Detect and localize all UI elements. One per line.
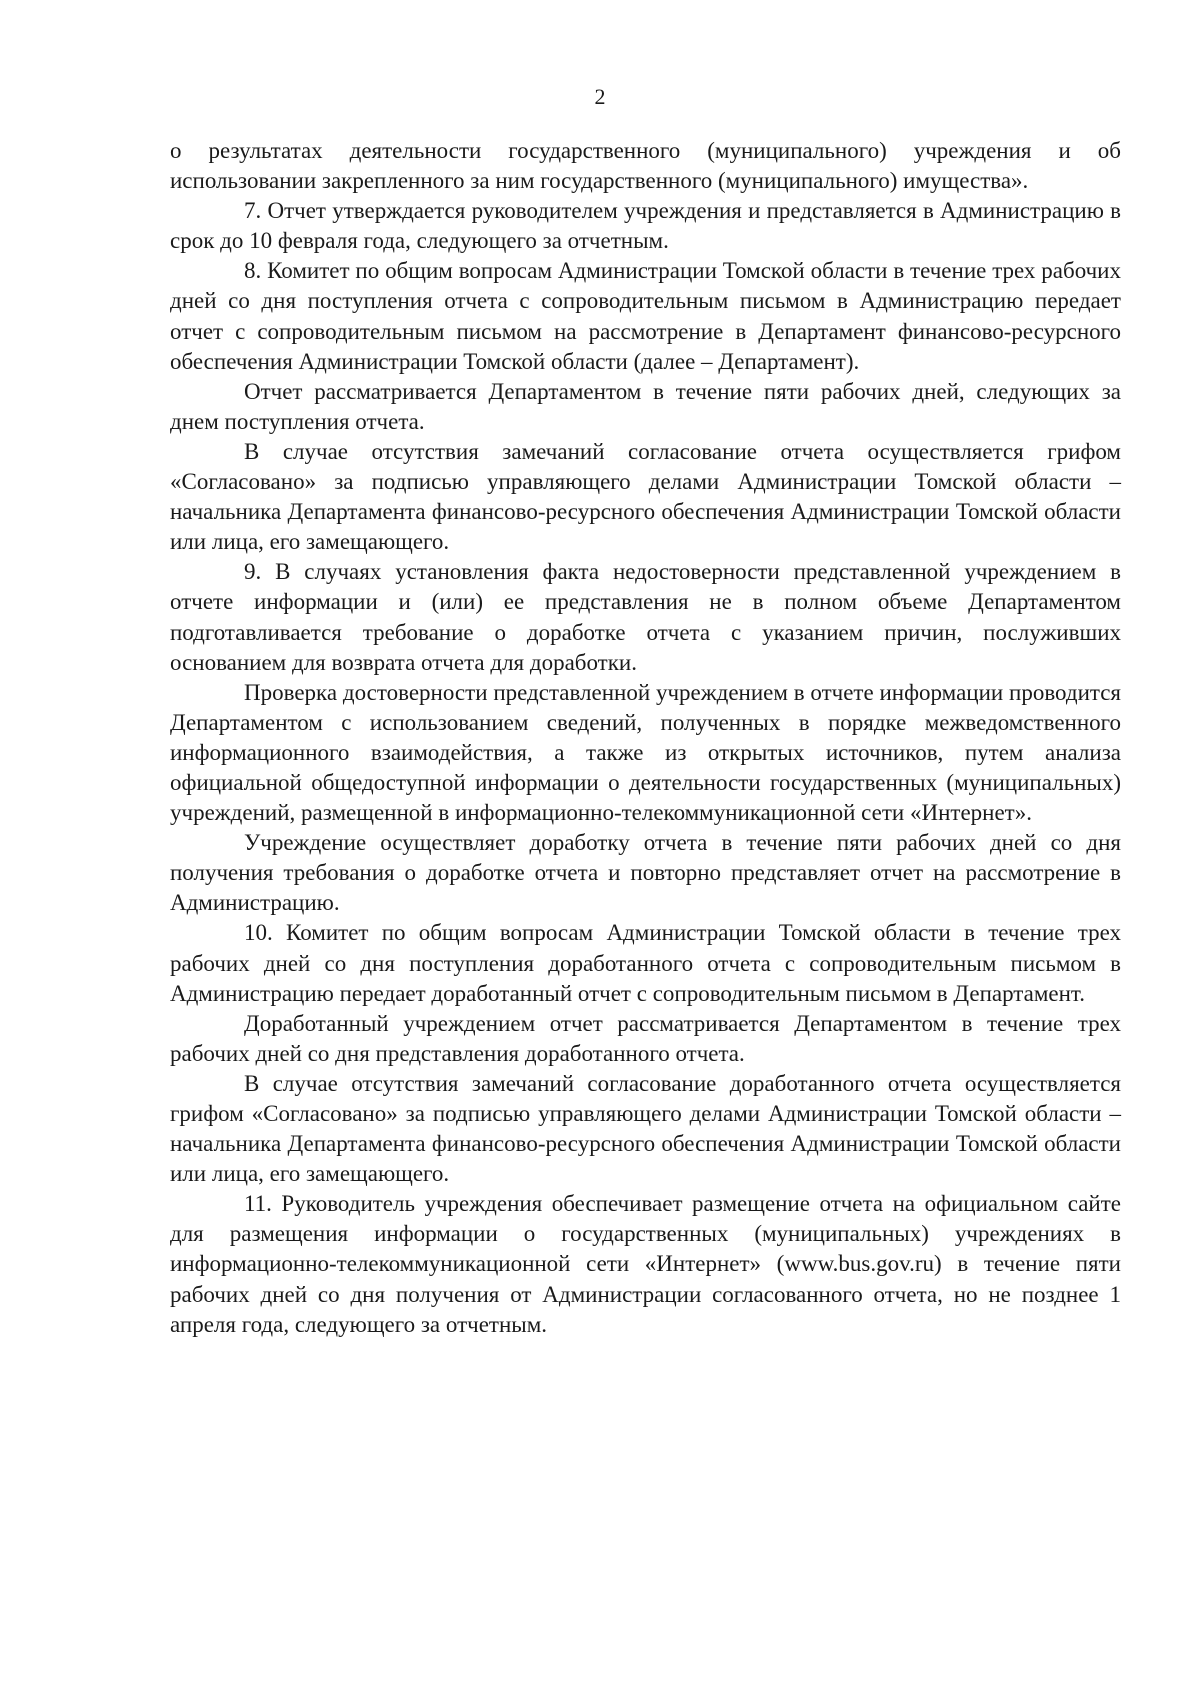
paragraph-item-9-revision: Учреждение осуществляет доработку отчета в течение пяти рабочих дней со дня получения требования о доработке отчета и повторно представляет отчет на рассмотрение в Администрацию. [170,830,1121,916]
document-body [170,136,1121,1340]
paragraph-item-11: 11. Руководитель учреждения обеспечивает размещение отчета на официальном сайте для размещения информации о государственных (муниципальных) учреждениях в информационно-телекоммуникационной сети «Интернет» (www.bus.gov.ru) в течение пяти рабочих дней со дня получения от Администрации согласованного отчета, но не позднее 1 апреля года, следующего за отчетным. [170,1191,1121,1337]
paragraph-item-9-verification: Проверка достоверности представленной учреждением в отчете информации проводится Департаментом с использованием сведений, полученных в порядке межведомственного информационного взаимодействия, а также из открытых источников, путем анализа официальной общедоступной информации о деятельности государственных (муниципальных) учреждений, размещенной в информационно-телекоммуникационной сети «Интернет». [170,679,1121,826]
paragraph-item-10-review: Доработанный учреждением отчет рассматривается Департаментом в течение трех рабочих дней со дня представления доработанного отчета. [170,1010,1121,1066]
paragraph-item-8-approval: В случае отсутствия замечаний согласование отчета осуществляется грифом «Согласовано» за подписью управляющего делами Администрации Томской области – начальника Департамента финансово-ресурсного обеспечения Администрации Томской области или лица, его замещающего. [170,438,1121,555]
paragraph-item-8-review: Отчет рассматривается Департаментом в течение пяти рабочих дней, следующих за днем поступления отчета. [170,378,1121,434]
paragraph-item-10-approval: В случае отсутствия замечаний согласование доработанного отчета осуществляется грифом «Согласовано» за подписью управляющего делами Администрации Томской области – начальника Департамента финансово-ресурсного обеспечения Администрации Томской области или лица, его замещающего. [170,1070,1121,1187]
page-number: 2 [594,84,606,109]
paragraph-item-10: 10. Комитет по общим вопросам Администрации Томской области в течение трех рабочих дней со дня поступления доработанного отчета с сопроводительным письмом в Администрацию передает доработанный отчет с сопроводительным письмом в Департамент. [170,920,1121,1006]
paragraph-item-7: 7. Отчет утверждается руководителем учреждения и представляется в Администрацию в срок до 10 февраля года, следующего за отчетным. [170,198,1121,254]
paragraph-item-9: 9. В случаях установления факта недостоверности представленной учреждением в отчете информации и (или) ее представления не в полном объеме Департаментом подготавливается требование о доработке отчета с указанием причин, послуживших основанием для возврата отчета для доработки. [170,559,1121,675]
paragraph-continuation: о результатах деятельности государственного (муниципального) учреждения и об использовании закрепленного за ним государственного (муниципального) имущества». [170,138,1121,194]
paragraph-item-8: 8. Комитет по общим вопросам Администрации Томской области в течение трех рабочих дней со дня поступления отчета с сопроводительным письмом в Администрацию передает отчет с сопроводительным письмом на рассмотрение в Департамент финансово-ресурсного обеспечения Администрации Томской области (далее – Департамент). [170,258,1121,374]
